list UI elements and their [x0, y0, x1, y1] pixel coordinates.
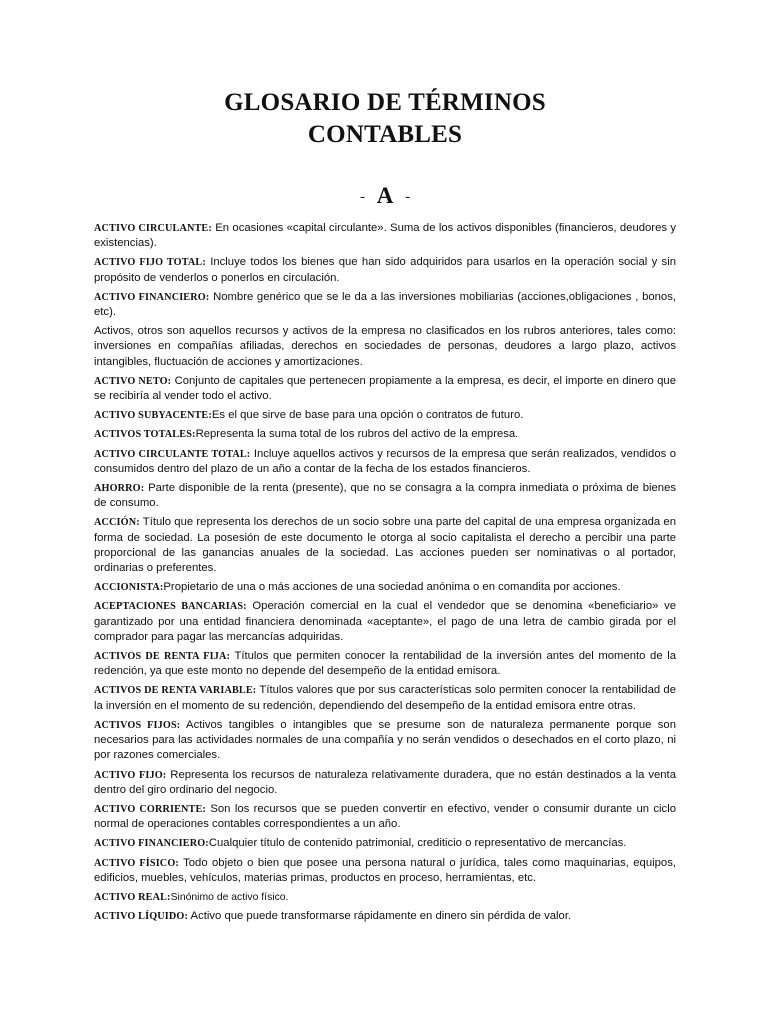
- glossary-entry: [94, 515, 676, 576]
- entry-term: ACTIVOS FIJOS:: [94, 719, 181, 731]
- entry-term: ACTIVO REAL:: [94, 891, 171, 903]
- entry-term: ACTIVO SUBYACENTE:: [94, 410, 212, 422]
- glossary-entry: [94, 909, 676, 924]
- entry-term: ACTIVO FÍSICO:: [94, 857, 179, 869]
- entry-definition: Activo que puede transformarse rápidamente en dinero sin pérdida de valor.: [188, 910, 572, 923]
- glossary-entry: [94, 649, 676, 679]
- entry-definition: Activos tangibles o intangibles que se presume son de naturaleza permanente porque son necesarios para las actividades normales de una compañía y no serán vendidos o desechados en el corto plazo, ni por razones comerciales.: [94, 718, 676, 762]
- glossary-entry: [94, 599, 676, 645]
- glossary-entries: [94, 221, 676, 924]
- entry-definition: Incluye todos los bienes que han sido adquiridos para usarlos en la operación social y sin propósito de venderlos o ponerlos en circulación.: [94, 256, 676, 284]
- entry-term: ACEPTACIONES BANCARIAS:: [94, 601, 247, 613]
- glossary-entry: [94, 290, 676, 320]
- glossary-entry: [94, 718, 676, 764]
- glossary-entry: [94, 890, 676, 905]
- entry-definition: Propietario de una o más acciones de una sociedad anónima o en comandita por acciones.: [163, 581, 621, 594]
- entry-term: AHORRO:: [94, 483, 145, 495]
- entry-definition: Parte disponible de la renta (presente), que no se consagra a la compra inmediata o próxima de bienes de consumo.: [94, 482, 676, 510]
- entry-term: ACTIVO FIJO TOTAL:: [94, 257, 206, 269]
- glossary-entry: [94, 408, 676, 423]
- title-line-1: GLOSARIO DE TÉRMINOS: [224, 89, 546, 116]
- entry-term: ACTIVOS DE RENTA VARIABLE:: [94, 685, 257, 697]
- entry-definition: Activos, otros son aquellos recursos y activos de la empresa no clasificados en los rubros anteriores, tales como: inversiones en compañías afiliadas, derechos en sociedades de personas, deudores a largo plazo, activos intangibles, fluctuación de acciones y amortizaciones.: [94, 325, 676, 368]
- glossary-entry: [94, 255, 676, 285]
- entry-term: ACTIVO NETO:: [94, 375, 172, 387]
- entry-definition: Todo objeto o bien que posee una persona natural o jurídica, tales como maquinarias, equipos, edificios, muebles, vehículos, materias primas, productos en proceso, herramientas, etc.: [94, 856, 676, 884]
- entry-definition: Nombre genérico que se le da a las inversiones mobiliarias (acciones,obligaciones , bonos, etc).: [94, 290, 676, 319]
- glossary-entry: [94, 836, 676, 851]
- entry-term: ACCIONISTA:: [94, 582, 164, 594]
- entry-definition: Cualquier título de contenido patrimonial, crediticio o representativo de mercancías.: [208, 837, 627, 850]
- entry-term: ACTIVO FINANCIERO:: [94, 291, 210, 303]
- entry-definition: Operación comercial en la cual el vendedor que se denomina «beneficiario» ve garantizado por una entidad financiera denominada «aceptante», el pago de una letra de cambio girada por el comprador para pagar las mercancías adquiridas.: [94, 600, 676, 643]
- section-dash-right: -: [405, 189, 411, 205]
- glossary-entry: [94, 427, 676, 442]
- entry-definition: Son los recursos que se pueden convertir en efectivo, vender o consumir durante un ciclo normal de operaciones contables correspondientes a un año.: [94, 802, 676, 831]
- entry-term: ACTIVO FIJO:: [94, 769, 167, 781]
- section-letter: A: [376, 183, 394, 208]
- entry-term: ACTIVOS TOTALES:: [94, 429, 196, 441]
- entry-definition: Es el que sirve de base para una opción o contratos de futuro.: [211, 409, 524, 422]
- glossary-entry: [94, 802, 676, 832]
- title-line-2: CONTABLES: [307, 121, 463, 148]
- glossary-entry: [94, 768, 676, 798]
- entry-term: ACCIÓN:: [94, 517, 140, 529]
- glossary-entry: [94, 683, 676, 713]
- entry-definition: Representa la suma total de los rubros del activo de la empresa.: [195, 428, 519, 441]
- entry-definition: Título que representa los derechos de un socio sobre una parte del capital de una empresa organizada en forma de sociedad. La posesión de este documento le otorga al socio capitalista el derecho a percibir una parte proporcional de las ganancias anuales de la sociedad. Las acciones pueden ser nominativas o al portador, ordinarias o preferentes.: [94, 516, 676, 575]
- glossary-entry: [94, 221, 676, 251]
- entry-term: ACTIVOS DE RENTA FIJA:: [94, 651, 231, 663]
- entry-definition: Sinónimo de activo físico.: [170, 891, 289, 903]
- entry-definition: Conjunto de capitales que pertenecen propiamente a la empresa, es decir, el importe en dinero que se recibiría al vender todo el activo.: [94, 374, 676, 403]
- entry-term: ACTIVO CORRIENTE:: [94, 803, 206, 815]
- entry-definition: Títulos que permiten conocer la rentabilidad de la inversión antes del momento de la redención, ya que este monto no depende del desempeño de la entidad emisora.: [94, 650, 677, 678]
- document-title: [94, 0, 676, 151]
- entry-term: ACTIVO CIRCULANTE:: [94, 223, 212, 234]
- glossary-entry: [94, 374, 676, 404]
- section-dash-left: -: [359, 189, 365, 205]
- glossary-entry: [94, 481, 676, 511]
- glossary-paragraph: [94, 324, 676, 370]
- entry-definition: Incluye aquellos activos y recursos de la empresa que serán realizados, vendidos o consumidos dentro del plazo de un año a contar de la fecha de los estados financieros.: [94, 447, 677, 475]
- entry-term: ACTIVO LÍQUIDO:: [94, 911, 189, 923]
- glossary-entry: [94, 447, 676, 477]
- entry-definition: En ocasiones «capital circulante». Suma de los activos disponibles (financieros, deudores y existencias).: [94, 222, 677, 250]
- entry-term: ACTIVO FINANCIERO:: [94, 838, 209, 850]
- glossary-entry: [94, 856, 676, 886]
- entry-term: ACTIVO CIRCULANTE TOTAL:: [94, 448, 251, 460]
- entry-definition: Títulos valores que por sus características solo permiten conocer la rentabilidad de la inversión en el momento de su redención, dependiendo del desempeño de la entidad emisora entre otras.: [94, 684, 676, 712]
- glossary-entry: [94, 580, 676, 595]
- section-heading-a: [94, 151, 676, 209]
- entry-definition: Representa los recursos de naturaleza relativamente duradera, que no están destinados a la venta dentro del giro ordinario del negocio.: [94, 768, 676, 796]
